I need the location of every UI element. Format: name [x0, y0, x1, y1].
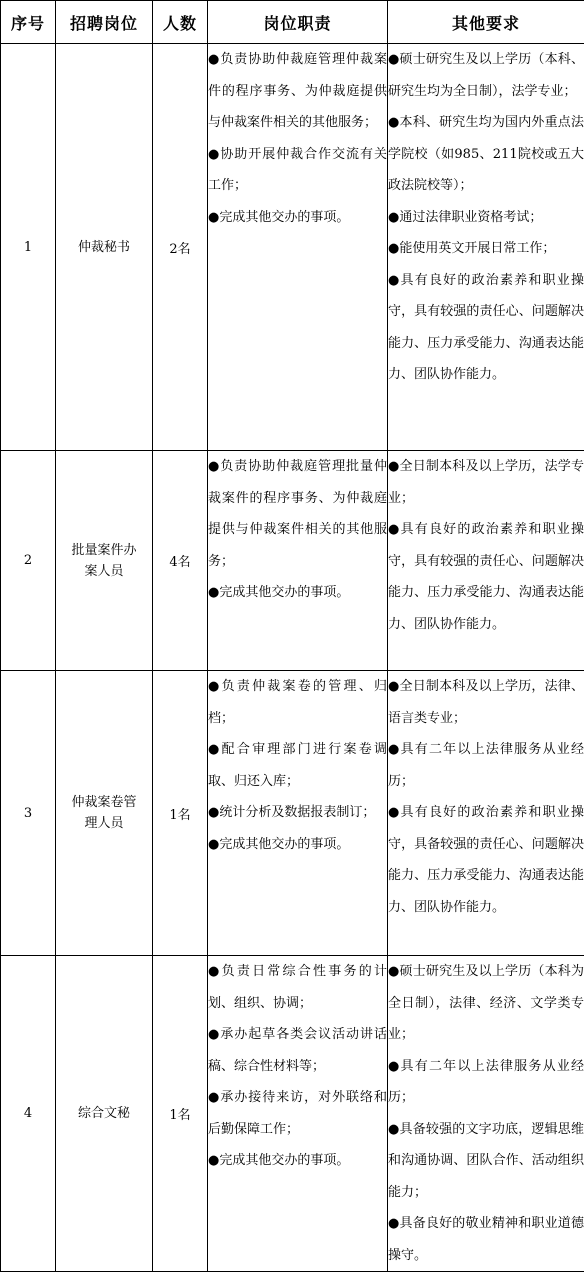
requirement-item: ●具备良好的敬业精神和职业道德操守。: [388, 1216, 584, 1263]
duties-cell: [208, 44, 388, 451]
position-name: 批量案件办案人员: [71, 542, 137, 579]
requirements-cell: [388, 44, 584, 451]
duties-cell: [208, 956, 388, 1272]
requirement-item: ●具备较强的文字功底，逻辑思维和沟通协调、团队合作、活动组织能力；: [388, 1121, 584, 1200]
requirement-item: ●具有良好的政治素养和职业操守，具备较强的责任心、问题解决能力、压力承受能力、沟通表达能力、团队协作能力。: [388, 805, 584, 915]
row-number: 4: [1, 956, 56, 1272]
headcount: 2名: [153, 44, 208, 451]
header-position: 招聘岗位: [56, 1, 153, 44]
duties-cell: [208, 671, 388, 956]
duty-item: ●负责协助仲裁庭管理仲裁案件的程序事务、为仲裁庭提供与仲裁案件相关的其他服务；: [208, 52, 387, 130]
duty-item: ●承办起草各类会议活动讲话稿、综合性材料等；: [208, 1027, 387, 1074]
row-number: 1: [1, 44, 56, 451]
position-name: 综合文秘: [77, 1106, 130, 1121]
requirements-cell: [388, 956, 584, 1272]
row-number: 2: [1, 451, 56, 671]
duty-item: ●完成其他交办的事项。: [208, 1153, 350, 1168]
duty-item: ●完成其他交办的事项。: [208, 585, 350, 600]
requirement-item: ●通过法律职业资格考试；: [388, 209, 543, 225]
table-row: [1, 671, 584, 956]
headcount: 1名: [153, 671, 208, 956]
duty-item: ●承办接待来访，对外联络和后勤保障工作；: [208, 1090, 387, 1137]
requirement-item: ●硕士研究生及以上学历（本科、研究生均为全日制），法学专业；: [388, 52, 584, 99]
requirement-item: ●全日制本科及以上学历，法律、语言类专业；: [388, 679, 584, 726]
table-row: [1, 956, 584, 1272]
requirement-item: ●具有良好的政治素养和职业操守，具有较强的责任心、问题解决能力、压力承受能力、沟通表达能力、团队协作能力。: [388, 522, 584, 632]
duty-item: ●配合审理部门进行案卷调取、归还入库；: [208, 742, 387, 789]
requirement-item: ●硕士研究生及以上学历（本科为全日制），法律、经济、文学类专业；: [388, 964, 584, 1042]
header-row: [1, 1, 584, 44]
requirement-item: ●具有二年以上法律服务从业经历；: [388, 742, 584, 789]
headcount: 1名: [153, 956, 208, 1272]
duty-item: ●负责协助仲裁庭管理批量仲裁案件的程序事务、为仲裁庭提供与仲裁案件相关的其他服务；: [208, 459, 387, 569]
header-count: 人数: [153, 1, 208, 44]
duty-item: ●统计分析及数据报表制订；: [208, 805, 376, 820]
duty-item: ●协助开展仲裁合作交流有关工作；: [208, 146, 387, 193]
duties-cell: [208, 451, 388, 671]
requirements-cell: [388, 671, 584, 956]
header-number: 序号: [1, 1, 56, 44]
duty-item: ●负责仲裁案卷的管理、归档；: [208, 679, 387, 726]
requirement-item: ●全日制本科及以上学历，法学专业；: [388, 459, 584, 506]
duty-item: ●负责日常综合性事务的计划、组织、协调；: [208, 964, 387, 1011]
requirement-item: ●本科、研究生均为国内外重点法学院校（如985、211院校或五大政法院校等）；: [388, 115, 584, 193]
requirements-cell: [388, 451, 584, 671]
requirement-item: ●具有二年以上法律服务从业经历；: [388, 1058, 584, 1105]
requirement-item: ●能使用英文开展日常工作；: [388, 241, 556, 256]
headcount: 4名: [153, 451, 208, 671]
table-row: [1, 44, 584, 451]
duty-item: ●完成其他交办的事项。: [208, 209, 350, 225]
row-number: 3: [1, 671, 56, 956]
table-row: [1, 451, 584, 671]
position-name: 仲裁秘书: [77, 239, 130, 255]
duty-item: ●完成其他交办的事项。: [208, 836, 350, 852]
requirement-item: ●具有良好的政治素养和职业操守，具有较强的责任心、问题解决能力、压力承受能力、沟通表达能力、团队协作能力。: [388, 272, 584, 382]
header-requirements: 其他要求: [388, 1, 584, 44]
position-name: 仲裁案卷管理人员: [71, 795, 137, 831]
header-duties: 岗位职责: [208, 1, 388, 44]
